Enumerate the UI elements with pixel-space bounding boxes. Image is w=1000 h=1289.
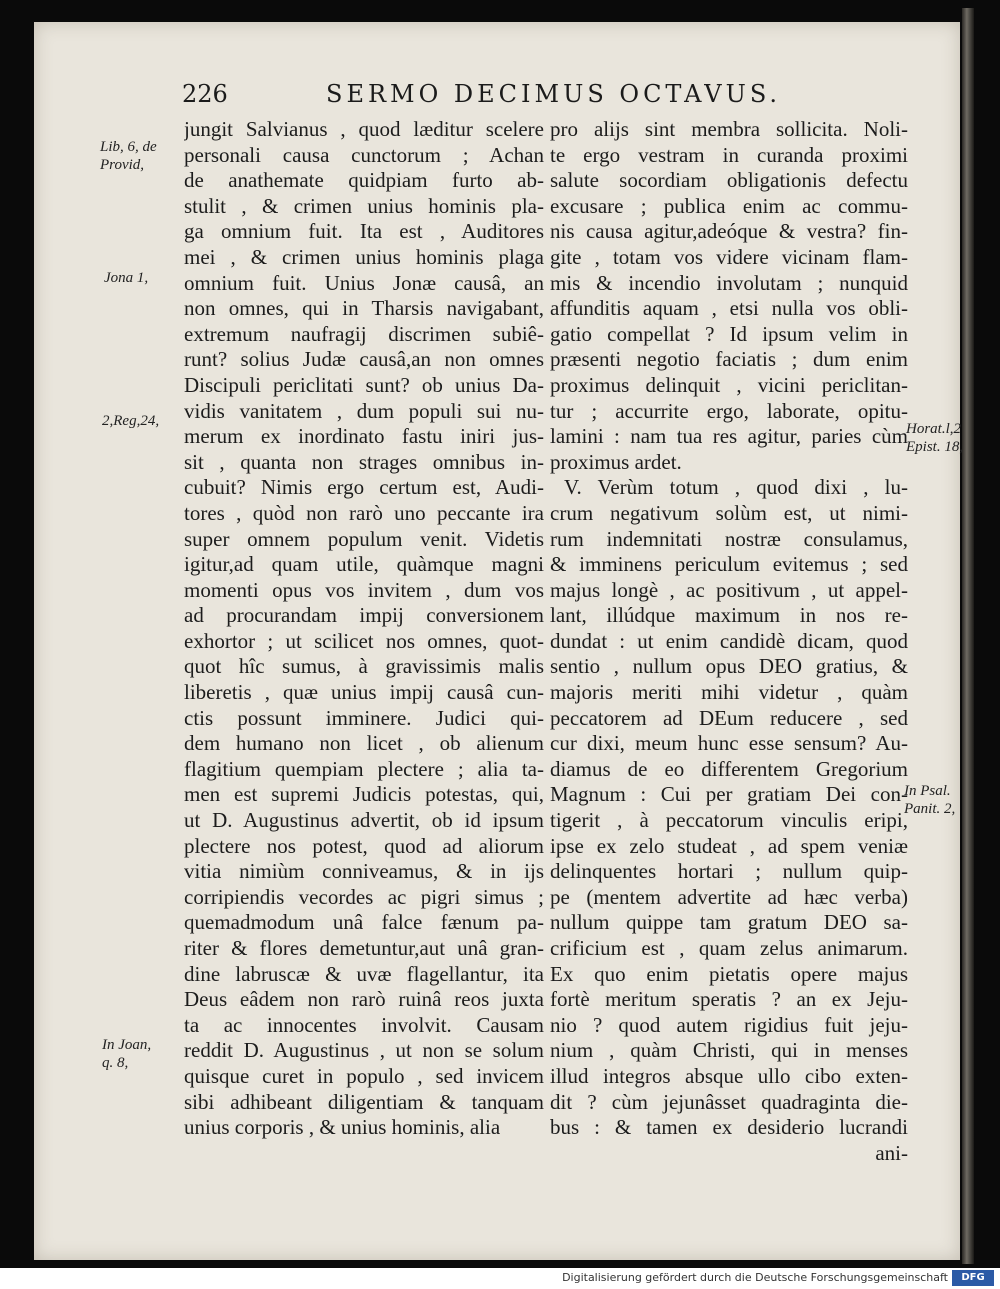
- text-line: gite , totam vos videre vicinam flam-: [550, 244, 908, 269]
- text-line: de anathemate quidpiam furto ab-: [184, 168, 544, 193]
- text-line: sit , quanta non strages omnibus in-: [184, 449, 544, 474]
- margin-note-line: Panit. 2,: [904, 801, 956, 817]
- text-line: crum negativum solùm est, ut nimi-: [550, 500, 908, 525]
- text-line: illud integros absque ullo cibo exten-: [550, 1063, 908, 1088]
- text-line: flagitium quempiam plectere ; alia ta-: [184, 756, 544, 781]
- text-line: plectere nos potest, quod ad aliorum: [184, 833, 544, 858]
- dfg-logo: DFG: [952, 1270, 994, 1286]
- margin-note-left: [102, 412, 159, 430]
- text-line: quemadmodum unâ falce fænum pa-: [184, 910, 544, 935]
- text-line: omnium fuit. Unius Jonæ causâ, an: [184, 270, 544, 295]
- margin-note-right: [904, 782, 955, 818]
- text-line: te ergo vestram in curanda proximi: [550, 142, 908, 167]
- text-line: mei , & crimen unius hominis plaga: [184, 244, 544, 269]
- text-line: excusare ; publica enim ac commu-: [550, 193, 908, 218]
- margin-note-line: Jona 1,: [104, 270, 149, 286]
- text-line: men est supremi Judicis potestas, qui,: [184, 782, 544, 807]
- text-line: fortè meritum speratis ? an ex Jeju-: [550, 987, 908, 1012]
- text-line: majus longè , ac positivum , ut appel-: [550, 577, 908, 602]
- text-line: nio ? quod autem rigidius fuit jeju-: [550, 1012, 908, 1037]
- margin-note-line: In Psal.: [904, 783, 951, 799]
- text-line: vidis vanitatem , dum populi sui nu-: [184, 398, 544, 423]
- margin-note-line: q. 8,: [102, 1055, 129, 1071]
- text-line: super omnem populum venit. Videtis: [184, 526, 544, 551]
- text-line: peccatorem ad DEum reducere , sed: [550, 705, 908, 730]
- margin-note-line: Lib, 6, de: [100, 139, 157, 155]
- text-line: Ex quo enim pietatis opere majus: [550, 961, 908, 986]
- text-line: quisque curet in populo , sed invicem: [184, 1063, 544, 1088]
- text-line: gatio compellat ? Id ipsum velim in: [550, 321, 908, 346]
- book-page: [34, 22, 964, 1260]
- margin-note-line: Epist. 18,: [906, 439, 964, 455]
- text-line: V. Verùm totum , quod dixi , lu-: [564, 475, 908, 500]
- text-line: rum indemnitati nostræ consulamus,: [550, 526, 908, 551]
- text-line: pe (mentem advertite ad hæc verba): [550, 884, 908, 909]
- text-line: ta ac innocentes involvit. Causam: [184, 1012, 544, 1037]
- text-line: dit ? cùm jejunâsset quadraginta die-: [550, 1089, 908, 1114]
- text-line: ga omnium fuit. Ita est , Auditores: [184, 219, 544, 244]
- text-line: proximus delinquit , vicini periclitan-: [550, 372, 908, 397]
- text-line: igitur,ad quam utile, quàmque magni: [184, 552, 544, 577]
- text-line: bus : & tamen ex desiderio lucrandi: [550, 1115, 908, 1140]
- text-line: dundat : ut enim candidè dicam, quod: [550, 628, 908, 653]
- text-line: ctis possunt imminere. Judici qui-: [184, 705, 544, 730]
- text-line: liberetis , quæ unius impij causâ cun-: [184, 680, 544, 705]
- text-line: corripiendis vecordes ac pigri simus ;: [184, 884, 544, 909]
- text-line: pro alijs sint membra sollicita. Noli-: [550, 117, 908, 141]
- funding-credit: Digitalisierung gefördert durch die Deutsche Forschungsgemeinschaft: [562, 1271, 948, 1284]
- text-line: ut D. Augustinus advertit, ob id ipsum: [184, 808, 544, 833]
- book-edge: [962, 8, 974, 1264]
- text-line: personali causa cunctorum ; Achan: [184, 142, 544, 167]
- text-line: ani-: [875, 1140, 908, 1165]
- text-line: dine labruscæ & uvæ flagellantur, ita: [184, 961, 544, 986]
- margin-note-left: [100, 138, 157, 174]
- text-line: merum ex inordinato fastu iniri jus-: [184, 424, 544, 449]
- margin-note-right: [906, 420, 963, 456]
- text-line: reddit D. Augustinus , ut non se solum: [184, 1038, 544, 1063]
- running-head: SERMO DECIMUS OCTAVUS.: [326, 80, 782, 108]
- text-line: extremum naufragij discrimen subiê-: [184, 321, 544, 346]
- text-line: diamus de eo differentem Gregorium: [550, 756, 908, 781]
- margin-note-line: 2,Reg,24,: [102, 413, 160, 429]
- text-line: Discipuli periclitati sunt? ob unius Da-: [184, 372, 544, 397]
- margin-note-left: [102, 1036, 151, 1072]
- text-line: runt? solius Judæ causâ,an non omnes: [184, 347, 544, 372]
- text-line: affunditis aquam , etsi nulla vos obli-: [550, 296, 908, 321]
- right-text-column: [550, 117, 908, 1166]
- text-line: dem humano non licet , ob alienum: [184, 731, 544, 756]
- text-line: tores , quòd non rarò uno peccante ira: [184, 500, 544, 525]
- margin-note-left: [104, 269, 148, 287]
- text-line: Deus eâdem non rarò ruinâ reos juxta: [184, 987, 544, 1012]
- text-line: non omnes, qui in Tharsis navigabant,: [184, 296, 544, 321]
- text-line: vitia nimiùm conniveamus, & in ijs: [184, 859, 544, 884]
- text-line: ipse ex zelo studeat , ad spem veniæ: [550, 833, 908, 858]
- margin-note-line: Provid,: [100, 157, 145, 173]
- digitization-footer: [0, 1268, 1000, 1289]
- text-line: tur ; accurrite ergo, laborate, opitu-: [550, 398, 908, 423]
- text-line: unius corporis , & unius hominis, alia: [184, 1115, 501, 1140]
- text-line: ad procurandam impij conversionem: [184, 603, 544, 628]
- text-line: delinquentes hortari ; nullum quip-: [550, 859, 908, 884]
- text-line: exhortor ; ut scilicet nos omnes, quot-: [184, 628, 544, 653]
- text-line: sentio , nullum opus DEO gratius, &: [550, 654, 908, 679]
- text-line: lamini : nam tua res agitur, paries cùm: [550, 424, 908, 449]
- margin-note-line: In Joan,: [102, 1037, 152, 1053]
- text-line: cur dixi, meum hunc esse sensum? Au-: [550, 731, 908, 756]
- left-text-column: [184, 117, 544, 1141]
- text-line: & imminens periculum evitemus ; sed: [550, 552, 908, 577]
- text-line: quot hîc sumus, à gravissimis malis: [184, 654, 544, 679]
- text-line: mis & incendio involutam ; nunquid: [550, 270, 908, 295]
- text-line: proximus ardet.: [550, 449, 682, 474]
- text-line: majoris meriti mihi videtur , quàm: [550, 680, 908, 705]
- text-line: jungit Salvianus , quod læditur scelere: [184, 117, 544, 141]
- text-line: nis causa agitur,adeóque & vestra? fin-: [550, 219, 908, 244]
- text-line: nullum quippe tam gratum DEO sa-: [550, 910, 908, 935]
- page-header: [34, 80, 960, 120]
- text-line: momenti opus vos invitem , dum vos: [184, 577, 544, 602]
- text-line: salute socordiam obligationis defectu: [550, 168, 908, 193]
- text-line: lant, illúdque maximum in nos re-: [550, 603, 908, 628]
- text-line: stulit , & crimen unius hominis pla-: [184, 193, 544, 218]
- text-line: nium , quàm Christi, qui in menses: [550, 1038, 908, 1063]
- text-line: sibi adhibeant diligentiam & tanquam: [184, 1089, 544, 1114]
- text-line: Magnum : Cui per gratiam Dei con-: [550, 782, 908, 807]
- text-line: præsenti negotio faciatis ; dum enim: [550, 347, 908, 372]
- text-line: tigerit , à peccatorum vinculis eripi,: [550, 808, 908, 833]
- text-line: crificium est , quam zelus animarum.: [550, 936, 908, 960]
- text-line: cubuit? Nimis ergo certum est, Audi-: [184, 475, 544, 500]
- text-line: riter & flores demetuntur,aut unâ gran-: [184, 936, 544, 960]
- page-number: 226: [182, 80, 228, 108]
- margin-note-line: Horat.l,2: [906, 421, 962, 437]
